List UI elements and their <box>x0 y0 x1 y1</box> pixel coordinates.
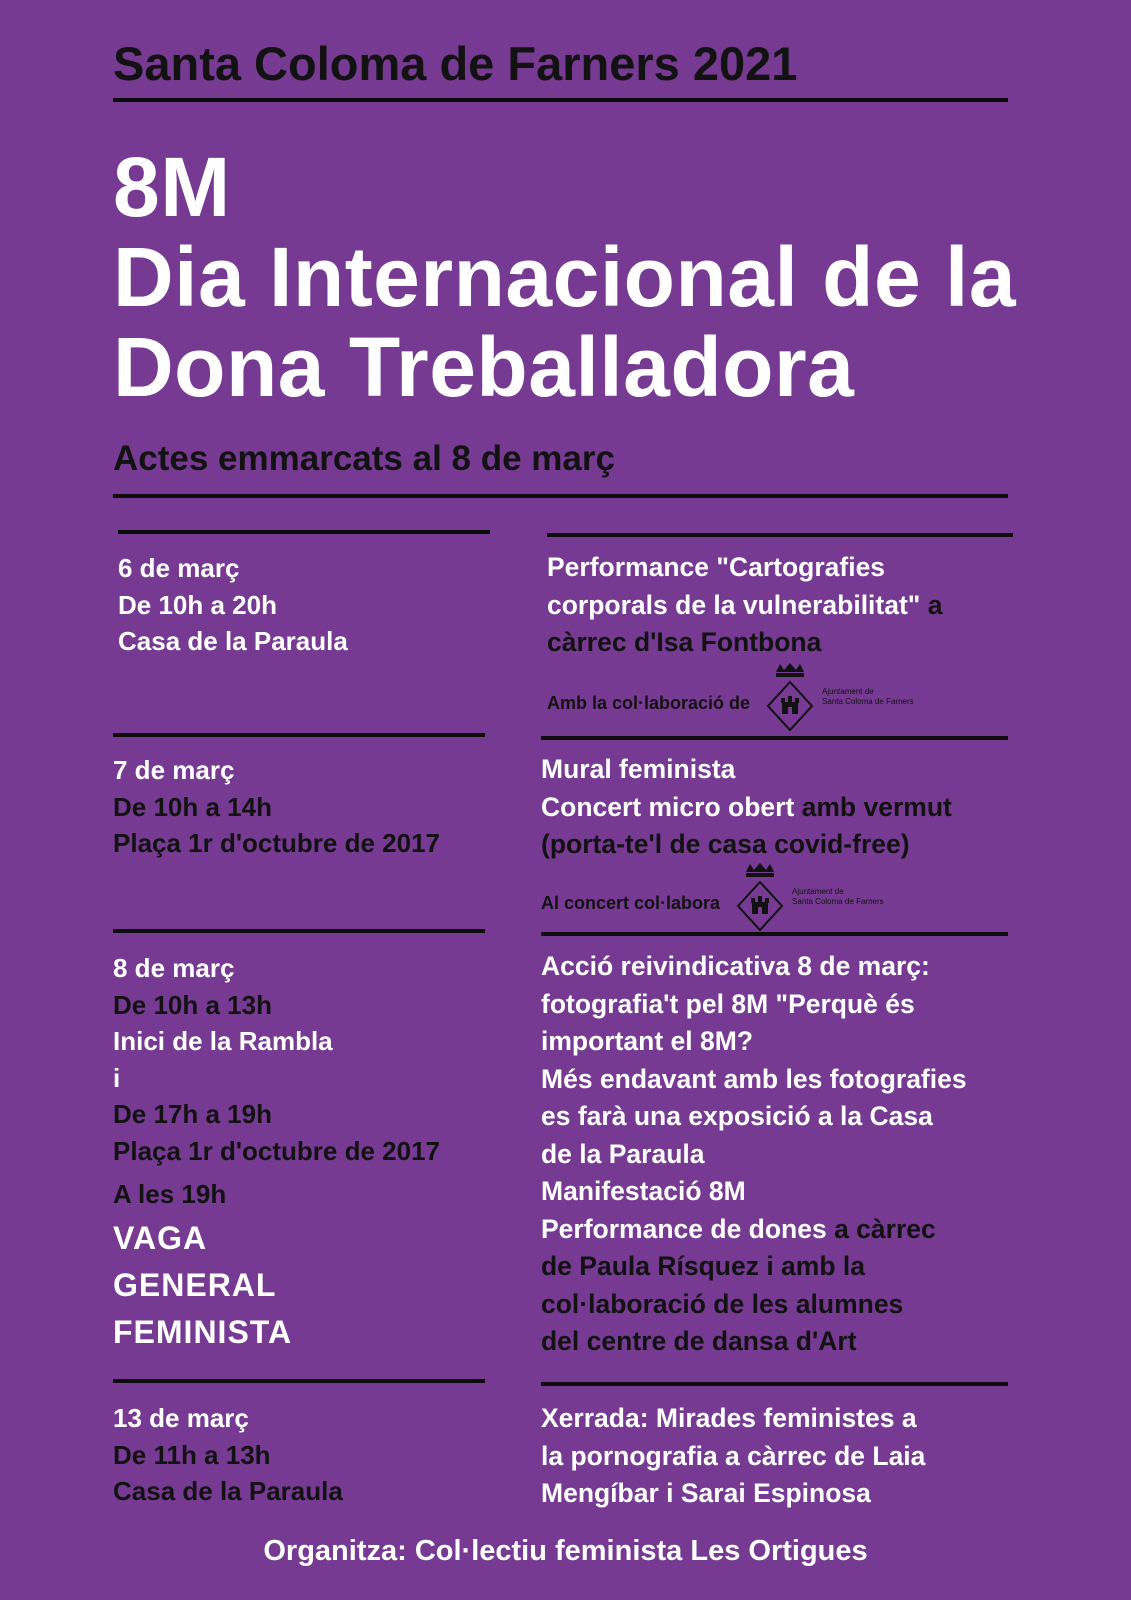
event2-details <box>113 752 440 862</box>
event4-details <box>113 1400 343 1510</box>
event3-left-rule <box>113 929 485 933</box>
event2-place: Plaça 1r d'octubre de 2017 <box>113 828 441 858</box>
event3-place: Inici de la Rambla <box>113 1026 333 1056</box>
event2-left-rule <box>113 733 485 737</box>
event3-time2: De 17h a 19h <box>113 1099 272 1129</box>
event3-desc-line11: del centre de dansa d'Art <box>541 1326 857 1356</box>
event2-collab-label: Al concert col·labora <box>541 893 721 913</box>
event1-desc-line3: càrrec d'Isa Fontbona <box>547 627 822 657</box>
event2-desc-line2-dark: amb vermut <box>794 791 952 822</box>
event1-desc-line2-dark: a <box>920 589 943 620</box>
council-logo-text <box>822 687 914 707</box>
strike-line1: VAGA <box>113 1220 208 1256</box>
header-rule <box>113 98 1008 102</box>
event2-description <box>541 751 952 864</box>
event3-desc-line5: es farà una exposició a la Casa <box>541 1101 933 1131</box>
crowned-shield-icon <box>734 862 786 932</box>
event1-desc-line2: corporals de la vulnerabilitat" <box>547 589 921 620</box>
event3-place2: Plaça 1r d'octubre de 2017 <box>113 1135 441 1166</box>
event1-collaboration <box>547 662 914 732</box>
event4-date: 13 de març <box>113 1403 249 1433</box>
event2-desc-line2: Concert micro obert <box>541 791 795 822</box>
strike-line2: GENERAL <box>113 1267 277 1303</box>
event4-left-rule <box>113 1379 485 1383</box>
subtitle: Actes emmarcats al 8 de març <box>113 439 615 478</box>
organizer-footer: Organitza: Col·lectiu feminista Les Ortigues <box>263 1535 868 1567</box>
event3-desc-line9: de Paula Rísquez i amb la <box>541 1251 865 1281</box>
subtitle-rule <box>113 494 1008 498</box>
council-logo <box>764 662 914 732</box>
main-title <box>113 142 1016 412</box>
strike-callout <box>113 1215 292 1356</box>
event2-desc-line1: Mural feminista <box>541 754 736 784</box>
event2-time: De 10h a 14h <box>113 791 272 822</box>
event3-time3: A les 19h <box>113 1179 227 1209</box>
event1-date: 6 de març <box>118 553 240 583</box>
event1-place: Casa de la Paraula <box>118 626 348 656</box>
event1-description <box>547 549 942 662</box>
event2-date: 7 de març <box>113 755 235 785</box>
event3-desc-line6: de la Paraula <box>541 1138 705 1169</box>
event3-description <box>541 948 967 1361</box>
council-logo-text-1: Ajuntament de <box>792 887 844 896</box>
event2-desc-line3: (porta-te'l de casa covid-free) <box>541 829 910 859</box>
event3-details <box>113 950 440 1213</box>
council-logo-text-2: Santa Coloma de Farners <box>792 897 884 906</box>
event3-desc-line10: col·laboració de les alumnes <box>541 1288 904 1319</box>
title-line-dia: Dia Internacional de la <box>113 230 1017 324</box>
event3-desc-line8-dark: a càrrec <box>826 1213 936 1244</box>
council-logo <box>734 862 884 932</box>
event3-desc-line3: important el 8M? <box>541 1026 754 1056</box>
council-logo-text-2: Santa Coloma de Farners <box>822 697 914 706</box>
council-logo-text <box>792 887 884 907</box>
event4-description <box>541 1400 925 1513</box>
event4-time: De 11h a 13h <box>113 1439 271 1470</box>
event1-time: De 10h a 20h <box>118 589 277 620</box>
event2-right-rule <box>541 736 1008 740</box>
town-year-heading: Santa Coloma de Farners 2021 <box>113 37 798 90</box>
council-logo-text-1: Ajuntament de <box>822 687 874 696</box>
event3-desc-line8: Performance de dones <box>541 1213 827 1244</box>
event3-date: 8 de març <box>113 953 235 983</box>
event4-desc-line3: Mengíbar i Sarai Espinosa <box>541 1478 871 1508</box>
event3-desc-line7: Manifestació 8M <box>541 1176 746 1206</box>
event1-details <box>118 550 348 660</box>
event3-right-rule <box>541 932 1008 936</box>
event4-right-rule <box>541 1382 1008 1386</box>
event1-collab-label: Amb la col·laboració de <box>547 693 751 713</box>
title-line-8m: 8M <box>113 140 231 234</box>
event4-desc-line1: Xerrada: Mirades feministes a <box>541 1403 917 1433</box>
event1-desc-line1: Performance "Cartografies <box>547 552 886 582</box>
event2-collaboration <box>541 862 884 932</box>
event3-conjunction: i <box>113 1062 121 1093</box>
event3-desc-line4: Més endavant amb les fotografies <box>541 1063 967 1094</box>
event3-desc-line2: fotografia't pel 8M "Perquè és <box>541 988 915 1019</box>
event1-right-rule <box>547 533 1013 537</box>
crowned-shield-icon <box>764 662 816 732</box>
event4-place: Casa de la Paraula <box>113 1476 343 1506</box>
event3-desc-line1: Acció reivindicativa 8 de març: <box>541 951 930 981</box>
title-line-dona: Dona Treballadora <box>113 320 855 414</box>
strike-line3: FEMINISTA <box>113 1314 293 1350</box>
event3-time: De 10h a 13h <box>113 989 272 1020</box>
event4-desc-line2: la pornografia a càrrec de Laia <box>541 1440 926 1471</box>
event1-left-rule <box>118 530 490 534</box>
